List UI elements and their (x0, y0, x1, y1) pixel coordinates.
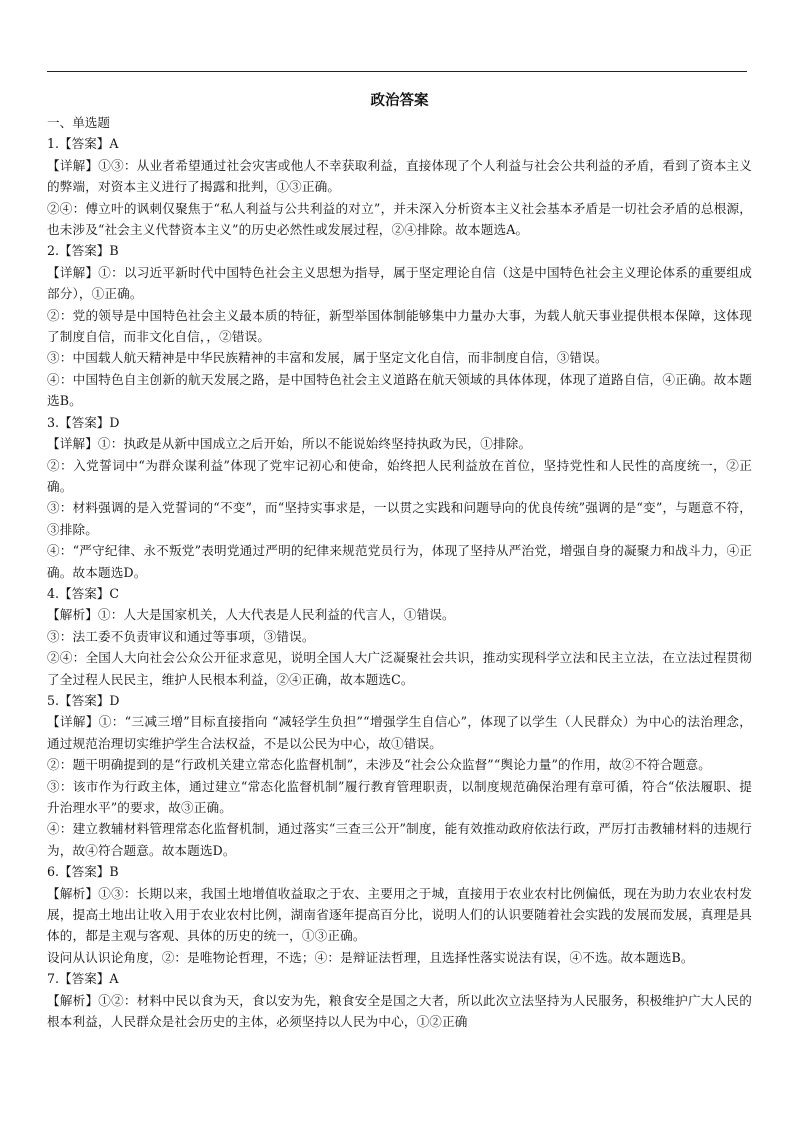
answer-line: 1.【答案】A (47, 136, 119, 152)
explanation-paragraph: ③：该市作为行政主体，通过建立“常态化监督机制”履行教育管理职责，以制度规范确保治理有章可循，符合“依法履职、提升治理水平”的要求，故③正确。 (47, 778, 752, 815)
explanation-paragraph: 【解析】①③：长期以来，我国土地增值收益取之于农、主要用之于城，直接用于农业农村比例偏低，现在为助力农业农村发展，提高土地出让收入用于农业农村比例，湖南省逐年提高百分比，说明人们的认识要随着社会实践的发展而发展，真理是具体的，都是主观与客观、具体的历史的统一，①③正确。 (47, 885, 752, 944)
answer-line: 3.【答案】D (47, 414, 120, 430)
explanation-paragraph: 设问从认识论角度，②：是唯物论哲理，不选；④：是辩证法哲理，且选择性落实说法有误，④不选。故本题选B。 (47, 949, 694, 965)
answer-line: 4.【答案】C (47, 585, 120, 601)
explanation-paragraph: ②④：全国人大向社会公众公开征求意见，说明全国人大广泛凝聚社会共识，推动实现科学立法和民主立法，在立法过程贯彻了全过程人民民主，维护人民根本利益，②④正确，故本题选C。 (47, 650, 752, 687)
explanation-paragraph: ③：材料强调的是入党誓词的“不变”，而“坚持实事求是，一以贯之实践和问题导向的优良传统”强调的是“变”，与题意不符，③排除。 (47, 500, 752, 537)
explanation-paragraph: 【详解】①③：从业者希望通过社会灾害或他人不幸获取利益，直接体现了个人利益与社会公共利益的矛盾，看到了资本主义的弊端，对资本主义进行了揭露和批判，①③正确。 (47, 157, 752, 195)
explanation-paragraph: ④：“严守纪律、永不叛党”表明党通过严明的纪律来规范党员行为，体现了坚持从严治党，增强自身的凝聚力和战斗力，④正确。故本题选D。 (47, 543, 752, 580)
explanation-paragraph: 【详解】①：执政是从新中国成立之后开始，所以不能说始终坚持执政为民，①排除。 (47, 436, 532, 452)
explanation-paragraph: ②：题干明确提到的是“行政机关建立常态化监督机制”，未涉及“社会公众监督”“舆论力量”的作用，故②不符合题意。 (47, 757, 711, 773)
section-heading: 一、单选题 (47, 115, 110, 130)
question-5 (47, 690, 752, 861)
explanation-paragraph: 【详解】①：“三减三增”目标直接指向 “减轻学生负担”“增强学生自信心”，体现了以学生（人民群众）为中心的法治理念，通过规范治理切实维护学生合法权益，不是以公民为中心，故①错误。 (47, 714, 752, 751)
answer-line: 2.【答案】B (47, 243, 119, 259)
explanation-paragraph: ④：建立教辅材料管理常态化监督机制，通过落实“三查三公开”制度，能有效推动政府依法行政，严厉打击教辅材料的违规行为，故④符合题意。故本题选D。 (47, 821, 752, 858)
explanation-paragraph: ②：入党誓词中“为群众谋利益”体现了党牢记初心和使命，始终把人民利益放在首位，坚持党性和人民性的高度统一，②正确。 (47, 457, 752, 494)
explanation-paragraph: ③：法工委不负责审议和通过等事项，③错误。 (47, 628, 315, 644)
question-6 (47, 861, 752, 968)
explanation-paragraph: ②④：傅立叶的讽刺仅聚焦于“私人利益与公共利益的对立”，并未深入分析资本主义社会基本矛盾是一切社会矛盾的总根源，也未涉及“社会主义代替资本主义”的历史必然性或发展过程，②④排除。故本题选A。 (47, 200, 752, 238)
answer-line: 5.【答案】D (47, 692, 120, 708)
explanation-paragraph: ②：党的领导是中国特色社会主义最本质的特征，新型举国体制能够集中力量办大事，为载人航天事业提供根本保障，这体现了制度自信，而非文化自信，，②错误。 (47, 307, 752, 345)
explanation-paragraph: 【解析】①：人大是国家机关，人大代表是人民利益的代言人，①错误。 (47, 607, 455, 623)
explanation-paragraph: 【详解】①：以习近平新时代中国特色社会主义思想为指导，属于坚定理论自信（这是中国特色社会主义理论体系的重要组成部分），①正确。 (47, 264, 752, 302)
answer-line: 6.【答案】B (47, 864, 119, 880)
question-1 (47, 133, 752, 240)
explanation-paragraph: ④：中国特色自主创新的航天发展之路，是中国特色社会主义道路在航天领域的具体体现，体现了道路自信，④正确。故本题选B。 (47, 371, 752, 409)
question-4 (47, 583, 752, 690)
header-rule (47, 71, 747, 72)
answer-line: 7.【答案】A (47, 971, 119, 987)
question-2 (47, 240, 752, 411)
explanation-paragraph: 【解析】①②：材料中民以食为天，食以安为先，粮食安全是国之大者，所以此次立法坚持为人民服务，积极维护广大人民的根本利益，人民群众是社会历史的主体，必须坚持以人民为中心，①②正确 (47, 992, 752, 1030)
explanation-paragraph: ③：中国载人航天精神是中华民族精神的丰富和发展，属于坚定文化自信，而非制度自信，③错误。 (47, 350, 608, 366)
question-7 (47, 968, 752, 1032)
document-body (47, 90, 752, 1032)
page-title: 政治答案 (370, 92, 429, 109)
question-3 (47, 412, 752, 583)
